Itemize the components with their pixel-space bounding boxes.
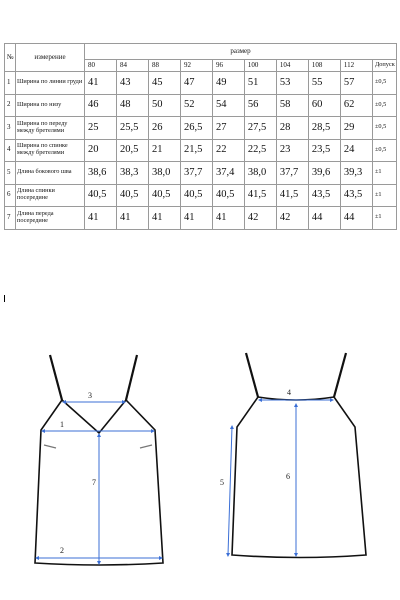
row-number: 4	[5, 139, 16, 162]
measurement-name: Ширина по низу	[16, 94, 85, 117]
size-cell: 96	[212, 60, 244, 72]
measurement-value: 21	[148, 139, 180, 162]
measurement-value: 43,5	[340, 184, 372, 207]
back-body-outline	[232, 397, 366, 558]
back-label-5: 5	[220, 478, 224, 487]
measurement-value: 28	[276, 117, 308, 140]
measurement-value: 23,5	[308, 139, 340, 162]
num-header: №	[5, 44, 16, 72]
tolerance-value: ±1	[372, 207, 396, 230]
measurement-value: 22	[212, 139, 244, 162]
row-number: 5	[5, 162, 16, 185]
measurement-value: 25,5	[116, 117, 148, 140]
tolerance-value: ±1	[372, 162, 396, 185]
measurement-value: 60	[308, 94, 340, 117]
measurement-value: 44	[340, 207, 372, 230]
measurement-value: 40,5	[180, 184, 212, 207]
measurement-value: 37,7	[276, 162, 308, 185]
size-cell: 108	[308, 60, 340, 72]
measurement-row	[5, 117, 397, 140]
back-strap-right	[334, 353, 346, 397]
measurement-value: 40,5	[212, 184, 244, 207]
front-label-2: 2	[60, 546, 64, 555]
front-label-3: 3	[88, 391, 92, 400]
size-table	[4, 43, 397, 230]
measurement-value: 37,4	[212, 162, 244, 185]
size-cell: 84	[116, 60, 148, 72]
measurement-value: 42	[276, 207, 308, 230]
measurement-value: 38,0	[148, 162, 180, 185]
size-cell: 92	[180, 60, 212, 72]
measurement-value: 28,5	[308, 117, 340, 140]
measurement-value: 20	[85, 139, 117, 162]
measurement-value: 47	[180, 72, 212, 95]
measurement-value: 41,5	[244, 184, 276, 207]
measurement-value: 41	[212, 207, 244, 230]
size-cell: 104	[276, 60, 308, 72]
row-number: 3	[5, 117, 16, 140]
measurement-value: 38,6	[85, 162, 117, 185]
measurement-value: 40,5	[116, 184, 148, 207]
measurement-name: Ширина по спинке между бретелями	[16, 139, 85, 162]
front-label-7: 7	[92, 478, 96, 487]
front-strap-right	[126, 355, 137, 400]
size-cell: 88	[148, 60, 180, 72]
measurement-value: 41	[116, 207, 148, 230]
text-cursor	[4, 295, 5, 302]
measurement-value: 26	[148, 117, 180, 140]
back-measure-5	[228, 427, 232, 555]
back-strap-left	[246, 353, 258, 397]
size-cell: 80	[85, 60, 117, 72]
measurement-value: 56	[244, 94, 276, 117]
measurement-value: 40,5	[148, 184, 180, 207]
front-view	[35, 355, 163, 565]
measurement-row	[5, 162, 397, 185]
size-header: размер	[85, 44, 397, 60]
back-label-4: 4	[287, 388, 291, 397]
measurement-value: 45	[148, 72, 180, 95]
measurement-value: 23	[276, 139, 308, 162]
row-number: 7	[5, 207, 16, 230]
measurement-name: Ширина по переду между бретелями	[16, 117, 85, 140]
measurement-value: 49	[212, 72, 244, 95]
measurement-value: 24	[340, 139, 372, 162]
measurement-value: 38,3	[116, 162, 148, 185]
measurement-value: 55	[308, 72, 340, 95]
measurement-row	[5, 139, 397, 162]
size-cell: 100	[244, 60, 276, 72]
measurement-value: 48	[116, 94, 148, 117]
tolerance-value: ±0,5	[372, 72, 396, 95]
front-label-1: 1	[60, 420, 64, 429]
measurement-value: 41	[85, 207, 117, 230]
back-view	[220, 353, 366, 558]
measurement-name: Длина спинки посередине	[16, 184, 85, 207]
measurement-value: 57	[340, 72, 372, 95]
tolerance-value: ±0,5	[372, 139, 396, 162]
tolerance-header: Допуск	[372, 60, 396, 72]
measurement-value: 41	[148, 207, 180, 230]
measurement-name: Длина переда посередине	[16, 207, 85, 230]
measurement-value: 39,6	[308, 162, 340, 185]
measurement-value: 26,5	[180, 117, 212, 140]
measurement-value: 58	[276, 94, 308, 117]
measurement-row	[5, 72, 397, 95]
measurement-value: 41	[180, 207, 212, 230]
row-number: 2	[5, 94, 16, 117]
measurement-value: 20,5	[116, 139, 148, 162]
measurement-row	[5, 94, 397, 117]
measurement-value: 40,5	[85, 184, 117, 207]
measurement-value: 25	[85, 117, 117, 140]
measurement-value: 43	[116, 72, 148, 95]
front-strap-left	[50, 355, 62, 400]
measurement-value: 37,7	[180, 162, 212, 185]
measurement-value: 62	[340, 94, 372, 117]
measurement-value: 51	[244, 72, 276, 95]
measurement-value: 46	[85, 94, 117, 117]
garment-drawings	[0, 345, 400, 600]
row-number: 1	[5, 72, 16, 95]
measurement-value: 54	[212, 94, 244, 117]
table-header-row	[5, 44, 397, 60]
measure-header: измерение	[16, 44, 85, 72]
measurement-value: 39,3	[340, 162, 372, 185]
measurement-value: 29	[340, 117, 372, 140]
measurement-value: 52	[180, 94, 212, 117]
measurement-value: 41,5	[276, 184, 308, 207]
measurement-row	[5, 207, 397, 230]
measurement-value: 43,5	[308, 184, 340, 207]
tolerance-value: ±0,5	[372, 94, 396, 117]
measurement-name: Ширина по линии груди	[16, 72, 85, 95]
back-label-6: 6	[286, 472, 290, 481]
measurement-name: Длина бокового шва	[16, 162, 85, 185]
tolerance-value: ±1	[372, 184, 396, 207]
measurement-value: 53	[276, 72, 308, 95]
row-number: 6	[5, 184, 16, 207]
measurement-value: 21,5	[180, 139, 212, 162]
tolerance-value: ±0,5	[372, 117, 396, 140]
measurement-row	[5, 184, 397, 207]
measurement-value: 27,5	[244, 117, 276, 140]
measurement-value: 50	[148, 94, 180, 117]
size-cell: 112	[340, 60, 372, 72]
measurement-value: 41	[85, 72, 117, 95]
measurement-value: 38,0	[244, 162, 276, 185]
measurement-value: 42	[244, 207, 276, 230]
measurement-value: 22,5	[244, 139, 276, 162]
measurement-value: 44	[308, 207, 340, 230]
measurement-value: 27	[212, 117, 244, 140]
